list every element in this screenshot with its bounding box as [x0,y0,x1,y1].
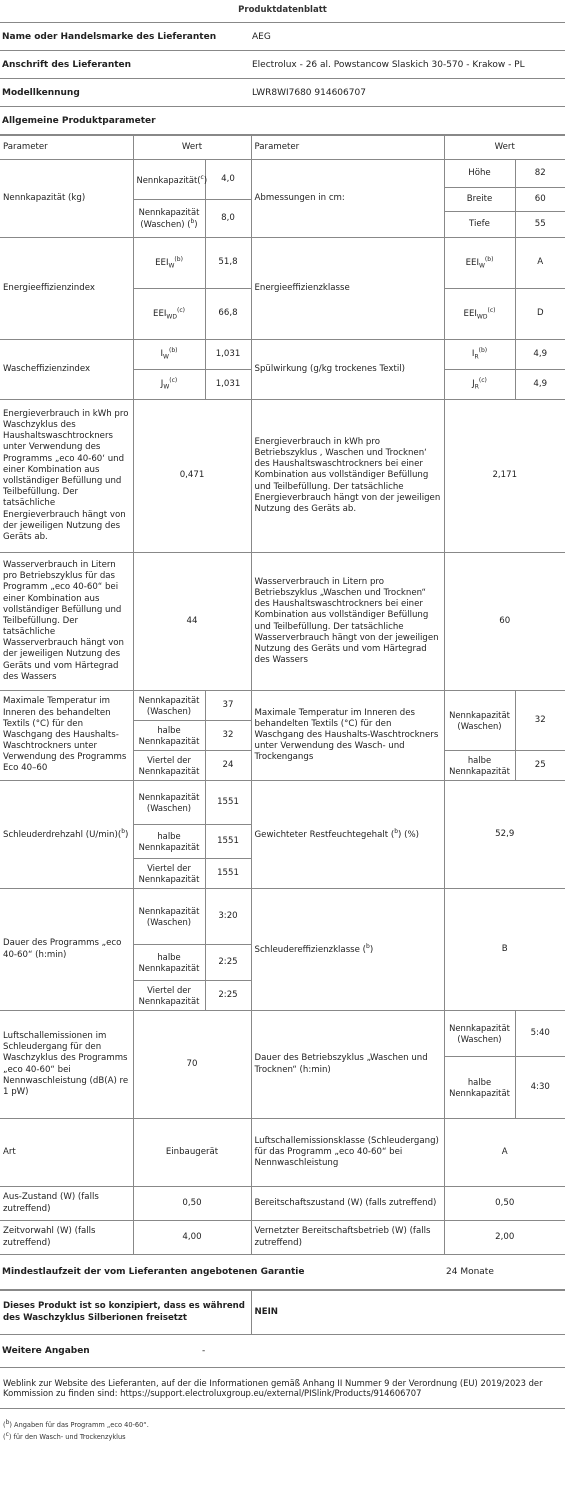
noise-class-value: A [444,1119,565,1187]
off-mode-label: Aus-Zustand (W) (falls zutreffend) [0,1187,133,1221]
wash-value-1: 1,031 [205,340,251,370]
noise-class-label: Luftschallemissionsklasse (Schleudergang) für das Programm „eco 40-60“ bei Nennwaschleistung [251,1119,444,1187]
table-row [0,889,565,945]
table-row [0,400,565,553]
washdry-duration-label: Dauer des Betriebszyklus „Waschen und Trocknen“ (h:min) [251,1011,444,1119]
eec-label: Energieeffizienzklasse [251,238,444,340]
footnote-c: ($^c$) für den Wasch- und Trockenzyklus [3,1431,126,1442]
type-label: Art [0,1119,133,1187]
duration-label: Dauer des Programms „eco 40-60“ (h:min) [0,889,133,1011]
delay-start-label: Zeitvorwahl (W) (falls zutreffend) [0,1221,133,1255]
energy-wash-label: Energieverbrauch in kWh pro Waschzyklus des Haushaltswaschtrockners unter Verwendung des Programms „eco 40-60‘ und einer Kombination aus vollständiger Befüllung und Teilbefüllung. Der tatsächliche Energieverbrauch hängt von der jeweiligen Nutzung des Geräts ab. [0,400,133,553]
temp-wash-value-2: 32 [205,721,251,751]
spin-sub-2: halbe Nennkapazität [133,825,205,859]
water-washdry-value: 60 [444,553,565,691]
table-header-row [0,136,565,160]
warranty-row [0,1255,565,1290]
supplier-row [0,23,565,51]
footnote-b: ($^b$) Angaben für das Programm „eco 40-60“. [3,1419,149,1430]
section-row [0,107,565,135]
duration-value-2: 2:25 [205,945,251,981]
width-value: 60 [515,188,565,212]
weblink-row [0,1368,565,1409]
wash-sub-1: $I_W^{(b)}$ [133,340,205,370]
table-row [0,1221,565,1255]
table-row [0,553,565,691]
eec-sub-2: $EEI_{WD}^{(c)}$ [444,289,515,340]
eei-sub-1: $EEI_W^{(b)}$ [133,238,205,289]
table-row [0,160,565,180]
rinse-sub-1: $I_R^{(b)}$ [444,340,515,370]
header-value-2: Wert [444,136,565,160]
washdry-duration-sub-2: halbe Nennkapazität [444,1057,515,1119]
type-value: Einbaugerät [133,1119,251,1187]
spin-value-3: 1551 [205,859,251,889]
silver-row [0,1291,565,1335]
table-row [0,238,565,289]
supplier-label: Name oder Handelsmarke des Lieferanten [0,23,250,51]
dimensions-label: Abmessungen in cm: [251,160,444,238]
width-label: Breite [444,188,515,212]
further-info-value: - [200,1335,565,1368]
address-row [0,51,565,79]
silver-table [0,1290,565,1335]
washdry-duration-value-2: 4:30 [515,1057,565,1119]
supplier-value: AEG [250,23,565,51]
washdry-duration-sub-1: Nennkapazität (Waschen) [444,1011,515,1057]
water-wash-value: 44 [133,553,251,691]
spin-value-1: 1551 [205,781,251,825]
address-label: Anschrift des Lieferanten [0,51,250,79]
model-value: LWR8WI7680 914606707 [250,79,565,107]
weblink-text[interactable]: Weblink zur Website des Lieferanten, auf der die Informationen gemäß Anhang II Nummer 9 der Verordnung (EU) 2019/2023 der Kommission zu finden sind: https://support.electroluxgroup.eu/external/PISlink/Products/914606707 [3,1378,543,1398]
wash-label: Wascheffizienzindex [0,340,133,400]
header-value: Wert [133,136,251,160]
capacity-sub-1: Nennkapazität($^c$) [133,160,205,200]
table-row [0,340,565,370]
model-row [0,79,565,107]
table-row [0,1011,565,1057]
temp-wash-label: Maximale Temperatur im Inneren des behandelten Textils (°C) für den Waschgang des Haushalts-Waschtrockners unter Verwendung des Programms Eco 40–60 [0,691,133,781]
wash-value-2: 1,031 [205,370,251,400]
eec-sub-1: $EEI_W^{(b)}$ [444,238,515,289]
noise-label: Luftschallemissionen im Schleudergang für den Waschzyklus des Programms „eco 40-60“ bei Nennwaschleistung (dB(A) re 1 pW) [0,1011,133,1119]
temp-washdry-value-1: 32 [515,691,565,751]
duration-sub-3: Viertel der Nennkapazität [133,981,205,1011]
energy-washdry-value: 2,171 [444,400,565,553]
supplier-info-table [0,23,565,135]
further-info-table [0,1335,565,1368]
temp-wash-sub-2: halbe Nennkapazität [133,721,205,751]
eei-sub-2: $EEI_{WD}^{(c)}$ [133,289,205,340]
rinse-label: Spülwirkung (g/kg trockenes Textil) [251,340,444,400]
eec-value-2: D [515,289,565,340]
height-value: 82 [515,160,565,188]
off-mode-value: 0,50 [133,1187,251,1221]
rinse-value-2: 4,9 [515,370,565,400]
water-washdry-label: Wasserverbrauch in Litern pro Betriebszyklus „Waschen und Trocknen“ des Haushaltswaschtrockners bei einer Kombination aus vollständiger Befüllung und Teilbefüllung. Der tatsächliche Wasserverbrauch hängt von der jeweiligen Nutzung des Geräts und vom Härtegrad des Wassers [251,553,444,691]
warranty-value: 24 Monate [444,1255,565,1290]
spin-class-label: Schleudereffizienzklasse ($^b$) [251,889,444,1011]
temp-washdry-sub-2: halbe Nennkapazität [444,751,515,781]
capacity-sub-2: Nennkapazität (Waschen) ($^b$) [133,200,205,238]
rinse-sub-2: $J_R^{(c)}$ [444,370,515,400]
height-label: Höhe [444,160,515,188]
further-info-label: Weitere Angaben [0,1335,200,1368]
capacity-value-1: 4,0 [205,160,251,200]
rinse-value-1: 4,9 [515,340,565,370]
duration-value-3: 2:25 [205,981,251,1011]
eei-label: Energieeffizienzindex [0,238,133,340]
spin-label: Schleuderdrehzahl (U/min)($^b$) [0,781,133,889]
water-wash-label: Wasserverbrauch in Litern pro Betriebszyklus für das Programm „eco 40-60“ bei einer Kombination aus vollständiger Befüllung und Teilbefüllung. Der tatsächliche Wasserverbrauch hängt von der jeweiligen Nutzung des Geräts und vom Härtegrad des Wassers [0,553,133,691]
residual-moisture-value: 52,9 [444,781,565,889]
wash-sub-2: $J_W^{(c)}$ [133,370,205,400]
spin-sub-3: Viertel der Nennkapazität [133,859,205,889]
warranty-table [0,1255,565,1290]
address-value: Electrolux - 26 al. Powstancow Slaskich 30-570 - Krakow - PL [250,51,565,79]
table-row [0,1119,565,1187]
depth-label: Tiefe [444,212,515,238]
spin-sub-1: Nennkapazität (Waschen) [133,781,205,825]
residual-moisture-label: Gewichteter Restfeuchtegehalt ($^b$) (%) [251,781,444,889]
temp-wash-sub-1: Nennkapazität (Waschen) [133,691,205,721]
eei-value-1: 51,8 [205,238,251,289]
duration-value-1: 3:20 [205,889,251,945]
temp-wash-value-3: 24 [205,751,251,781]
header-parameter: Parameter [0,136,133,160]
energy-washdry-label: Energieverbrauch in kWh pro Betriebszyklus , Waschen und Trocknen‘ des Haushaltswaschtrockners bei einer Kombination aus vollständiger Befüllung und Teilbefüllung. Der tatsächliche Energieverbrauch hängt von der jeweiligen Nutzung des Geräts ab. [251,400,444,553]
warranty-label: Mindestlaufzeit der vom Lieferanten angebotenen Garantie [0,1255,444,1290]
standby-label: Bereitschaftszustand (W) (falls zutreffend) [251,1187,444,1221]
table-row [0,1187,565,1221]
temp-washdry-value-2: 25 [515,751,565,781]
networked-standby-label: Vernetzter Bereitschaftsbetrieb (W) (falls zutreffend) [251,1221,444,1255]
eec-value-1: A [515,238,565,289]
capacity-value-2: 8,0 [205,200,251,238]
header-parameter-2: Parameter [251,136,444,160]
spin-class-value: B [444,889,565,1011]
eei-value-2: 66,8 [205,289,251,340]
silver-label: Dieses Produkt ist so konzipiert, dass es während des Waschzyklus Silberionen freisetzt [0,1291,251,1335]
temp-washdry-sub-1: Nennkapazität (Waschen) [444,691,515,751]
document-title: Produktdatenblatt [0,0,565,23]
networked-standby-value: 2,00 [444,1221,565,1255]
further-info-row [0,1335,565,1368]
delay-start-value: 4,00 [133,1221,251,1255]
energy-wash-value: 0,471 [133,400,251,553]
capacity-label: Nennkapazität (kg) [0,160,133,238]
model-label: Modellkennung [0,79,250,107]
temp-wash-value-1: 37 [205,691,251,721]
spin-value-2: 1551 [205,825,251,859]
standby-value: 0,50 [444,1187,565,1221]
temp-washdry-label: Maximale Temperatur im Inneren des behandelten Textils (°C) für den Waschgang des Haushalts-Waschtrockners unter Verwendung des Wasch- und Trockengangs [251,691,444,781]
duration-sub-1: Nennkapazität (Waschen) [133,889,205,945]
section-label: Allgemeine Produktparameter [0,107,565,135]
washdry-duration-value-1: 5:40 [515,1011,565,1057]
duration-sub-2: halbe Nennkapazität [133,945,205,981]
silver-value: NEIN [251,1291,565,1335]
table-row [0,781,565,825]
noise-value: 70 [133,1011,251,1119]
depth-value: 55 [515,212,565,238]
temp-wash-sub-3: Viertel der Nennkapazität [133,751,205,781]
parameter-table [0,135,565,1255]
table-row [0,691,565,719]
